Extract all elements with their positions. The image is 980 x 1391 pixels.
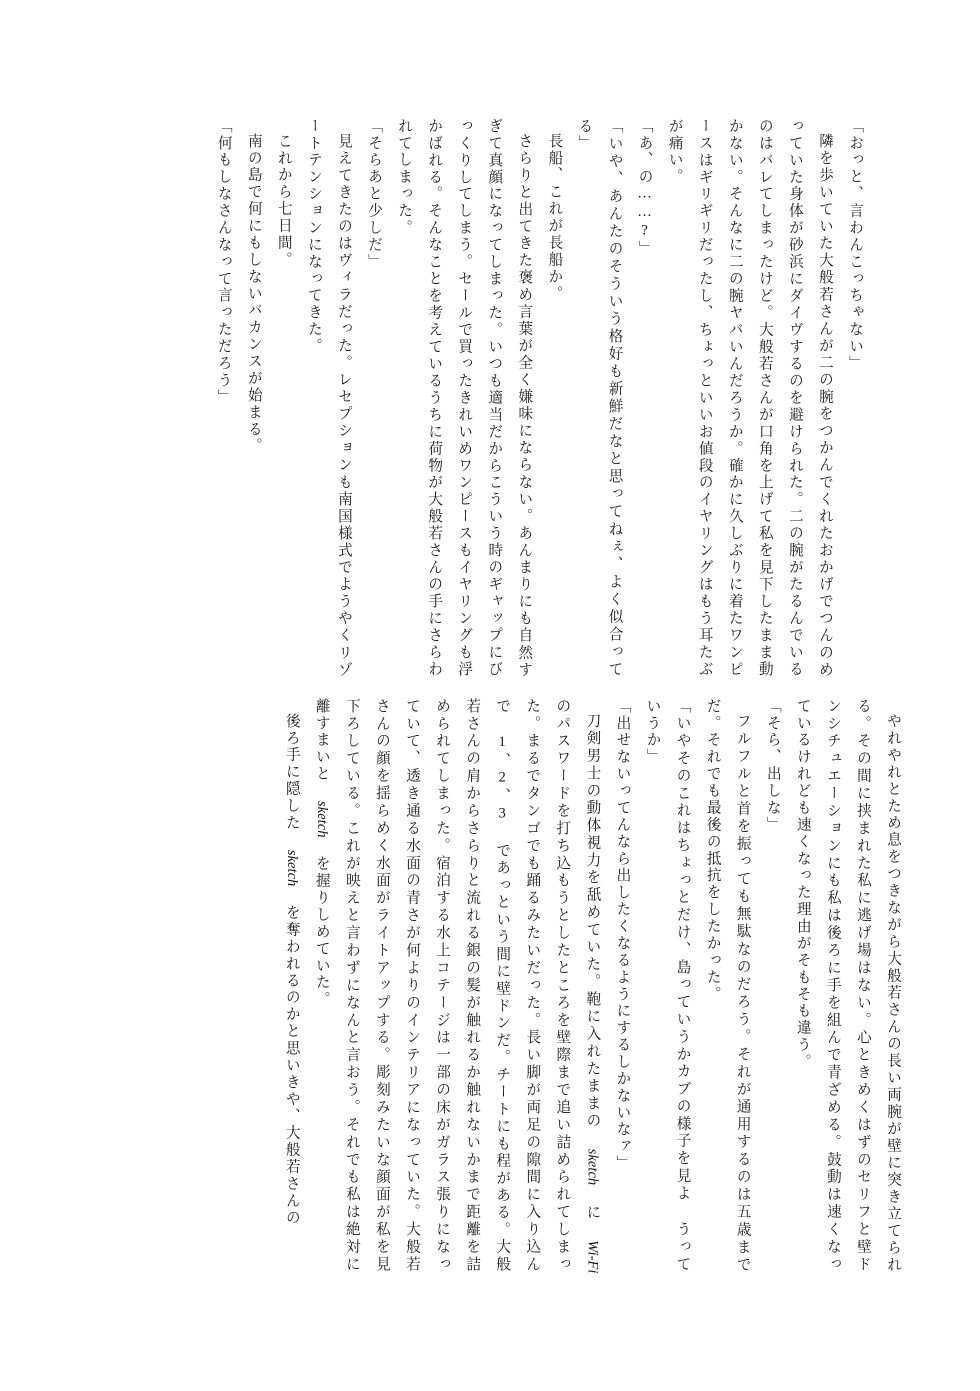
paragraph: やれやれとため息をつきながら大般若さんの長い両腕が壁に突き立てられる。その間に挟まれた私に逃げ場はない。心ときめくはずのセリフと壁ドンシチュエーションにも私は後ろに手を組んで青ざめる。鼓動は速くなっているけれども速くなった理由がそもそも違う。 xyxy=(794,698,901,1273)
paragraph: 「そらあと少しだ」 xyxy=(366,118,382,271)
latin-term: sketch xyxy=(584,1148,601,1185)
paragraph: 南の島で何にもしないバカンスが始まる。 xyxy=(245,132,262,455)
latin-term: Wi-Fi xyxy=(584,1239,601,1274)
paragraph: 「いや、あんたのそういう格好も新鮮だなと思ってねぇ、よく似合ってる」 xyxy=(576,118,623,678)
paragraph: これから七日間。 xyxy=(275,132,292,269)
paragraph: 「何もしなさんなって言っただろう」 xyxy=(215,118,232,406)
paragraph: 後ろ手に隠した sketch を奪われるのかと思いきや、大般若さんの xyxy=(283,712,300,1227)
paragraph: 刀剣男士の動体視力を舐めていた。鞄に入れたままの sketch に Wi-Fi のパスワードを打ち込もうとしたところを壁際まで追い詰められてしまった。まるでタンゴでも踊るみたいだった。長い脚が両足の隙間に入り込んで 1、2、3 であっという間に壁ドンだ。チートにも程がある。大般若さんの肩からさらりと流れる銀の髪が触れるか触れないかまで距離を詰められてしまった。宿泊する水上コテージは一部の床がガラス張りになっていて、透き通る水面の青さが何よりのインテリアになっていた。大般若さんの顔を揺らめく水面がライトアップする。彫刻みたいな顔面が私を見下ろしている。これが映えと言わずになんと言おう。それでも私は絶対に離すまいと sketch を握りしめていた。 xyxy=(313,698,601,1274)
paragraph: 見えてきたのはヴィラだった。レセプションも南国様式でようやくリゾートテンションになってきた。 xyxy=(305,118,352,678)
inline-number: 1 xyxy=(494,733,511,753)
paragraph: 「出せないってんなら出したくなるようにするしかないなァ」 xyxy=(614,698,631,1173)
text-block-top xyxy=(90,118,870,678)
inline-number: 3 xyxy=(494,805,511,824)
paragraph: 「いやそのこれはちょっとだけ、島っていうかカブの様子を見よ うっていうか」 xyxy=(644,698,691,1273)
paragraph: 「おっと、言わんこっちゃない」 xyxy=(847,118,863,373)
paragraph: 「あ、の……?」 xyxy=(636,118,653,258)
paragraph: フルフルと首を振っても無駄なのだろう。それが通用するのは五歳までだ。それでも最後の抵抗をしたかった。 xyxy=(704,698,751,1273)
latin-term: sketch xyxy=(313,801,330,838)
latin-term: sketch xyxy=(283,849,300,886)
inline-number: 2 xyxy=(494,769,511,789)
paragraph: 隣を歩いていた大般若さんが二の腕をつかんでくれたおかげでつんのめっていた身体が砂浜にダイヴするのを避けられた。二の腕がたるんでいるのはバレてしまったけど。大般若さんが口角を上げて私を見下したまま動かない。そんなに二の腕ヤバいんだろうか。確かに久しぶりに着たワンピースはギリギリだったし、ちょっといいお値段のイヤリングはもう耳たぶが痛い。 xyxy=(666,118,833,678)
paragraph: 「そら、出しな」 xyxy=(764,698,781,834)
paragraph: 長船、これが長船か。 xyxy=(546,132,563,302)
text-block-bottom xyxy=(78,698,908,1273)
paragraph: さらりと出てきた褒め言葉が全く嫌味にならない。あんまりにも自然すぎて真顔になってしまった。いつも適当だからこういう時のギャップにびっくりしてしまう。セールで買ったきれいめワンピースもイヤリングも浮かばれる。そんなことを考えているうちに荷物が大般若さんの手にさらわれてしまった。 xyxy=(396,118,533,678)
